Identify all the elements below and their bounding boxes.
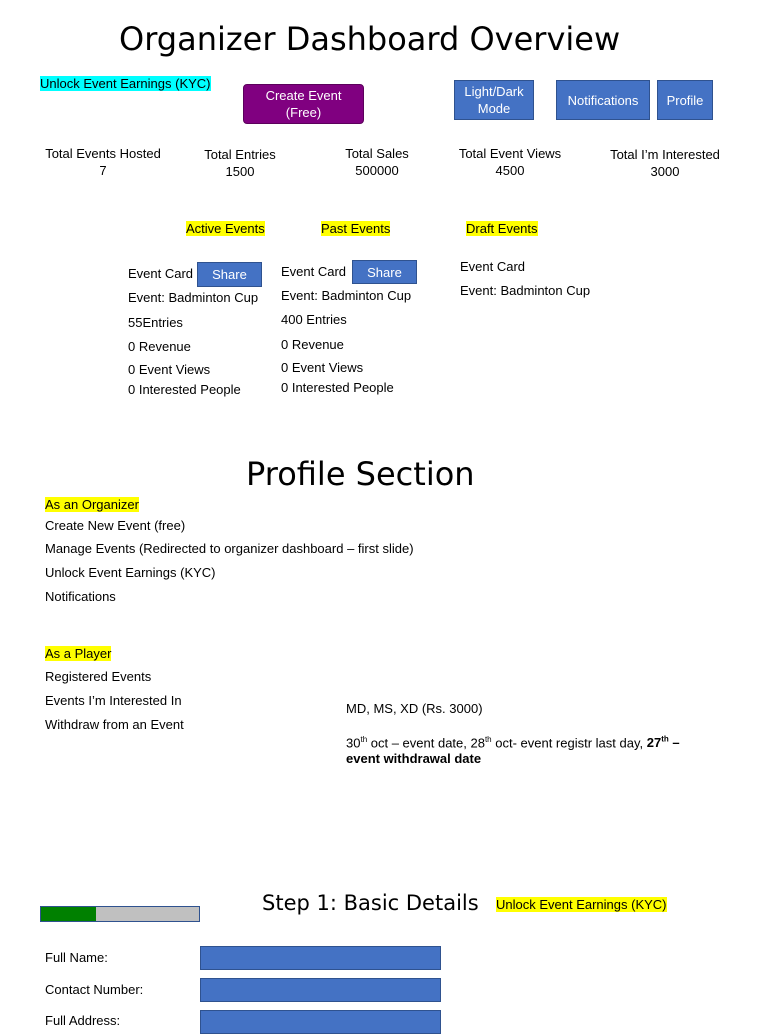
event-interested: 0 Interested People bbox=[281, 380, 394, 395]
note-text: oct – event date, 28 bbox=[367, 735, 485, 751]
note-text: oct- event registr last day, bbox=[491, 735, 647, 751]
stat-value: 1500 bbox=[225, 164, 255, 179]
event-name: Event: Badminton Cup bbox=[128, 290, 259, 305]
menu-item-manage-events[interactable]: Manage Events (Redirected to organizer dashboard – first slide) bbox=[45, 541, 414, 556]
full-address-field[interactable] bbox=[200, 1010, 441, 1034]
event-entries: 55Entries bbox=[128, 315, 183, 330]
stat-total-event-views bbox=[452, 145, 568, 179]
share-button[interactable] bbox=[197, 262, 262, 287]
stat-total-entries bbox=[196, 146, 284, 180]
player-heading: As a Player bbox=[45, 646, 112, 661]
note-sup: th bbox=[484, 735, 492, 744]
step-title: Step 1: Basic Details bbox=[262, 891, 479, 915]
event-revenue: 0 Revenue bbox=[128, 339, 191, 354]
note-text-bold: 27 bbox=[646, 735, 662, 751]
light-dark-sublabel: Mode bbox=[477, 101, 511, 116]
profile-button[interactable] bbox=[657, 80, 713, 120]
draft-event-card bbox=[460, 258, 600, 308]
notifications-label: Notifications bbox=[567, 92, 639, 108]
light-dark-label: Light/Dark bbox=[464, 84, 524, 99]
stat-value: 7 bbox=[99, 163, 107, 178]
menu-item-create-new-event[interactable]: Create New Event (free) bbox=[45, 518, 186, 533]
tab-past-events[interactable]: Past Events bbox=[321, 221, 391, 236]
event-entries: 400 Entries bbox=[281, 312, 347, 327]
note-sup: th bbox=[360, 735, 368, 744]
event-name: Event: Badminton Cup bbox=[460, 283, 591, 298]
kyc-progress-bar bbox=[40, 906, 200, 922]
contact-number-field[interactable] bbox=[200, 978, 441, 1002]
note-dates-line2: event withdrawal date bbox=[346, 751, 482, 766]
full-name-field[interactable] bbox=[200, 946, 441, 970]
field-label-full-address: Full Address: bbox=[45, 1013, 121, 1028]
stat-label: Total Event Views bbox=[458, 146, 562, 161]
kyc-link[interactable]: Unlock Event Earnings (KYC) bbox=[40, 76, 211, 91]
note-text: 30 bbox=[346, 735, 361, 751]
share-button[interactable] bbox=[352, 260, 417, 284]
tab-draft-events[interactable]: Draft Events bbox=[466, 221, 538, 236]
event-revenue: 0 Revenue bbox=[281, 337, 344, 352]
share-label: Share bbox=[367, 264, 402, 280]
share-label: Share bbox=[212, 267, 247, 282]
note-categories: MD, MS, XD (Rs. 3000) bbox=[346, 701, 483, 716]
notifications-button[interactable] bbox=[556, 80, 650, 120]
stat-label: Total Events Hosted bbox=[45, 146, 161, 161]
stat-total-sales bbox=[338, 145, 416, 179]
stat-total-events-hosted bbox=[42, 145, 164, 179]
stat-value: 3000 bbox=[650, 164, 680, 179]
card-label: Event Card bbox=[281, 264, 347, 279]
active-event-card bbox=[128, 260, 273, 400]
event-name: Event: Badminton Cup bbox=[281, 288, 412, 303]
past-event-card bbox=[281, 258, 426, 398]
page-title: Organizer Dashboard Overview bbox=[119, 20, 621, 58]
stat-label: Total I’m Interested bbox=[610, 147, 720, 162]
stat-value: 500000 bbox=[355, 163, 399, 178]
menu-item-interested-events[interactable]: Events I’m Interested In bbox=[45, 693, 182, 708]
menu-item-notifications[interactable]: Notifications bbox=[45, 589, 116, 604]
profile-section-title: Profile Section bbox=[246, 455, 475, 493]
event-views: 0 Event Views bbox=[128, 362, 211, 377]
kyc-step-label: Unlock Event Earnings (KYC) bbox=[496, 897, 667, 912]
tab-active-events[interactable]: Active Events bbox=[186, 221, 265, 236]
note-sup: th bbox=[661, 735, 669, 744]
create-event-sublabel: (Free) bbox=[285, 105, 322, 120]
menu-item-unlock-earnings[interactable]: Unlock Event Earnings (KYC) bbox=[45, 565, 216, 580]
organizer-heading: As an Organizer bbox=[45, 497, 139, 512]
field-label-contact-number: Contact Number: bbox=[45, 982, 144, 997]
event-views: 0 Event Views bbox=[281, 360, 364, 375]
card-label: Event Card bbox=[460, 259, 526, 274]
create-event-label: Create Event bbox=[265, 88, 342, 103]
note-text-bold: – bbox=[668, 735, 680, 751]
event-interested: 0 Interested People bbox=[128, 382, 241, 397]
kyc-progress-fill bbox=[41, 907, 96, 921]
note-dates bbox=[346, 735, 680, 750]
stat-value: 4500 bbox=[495, 163, 525, 178]
field-label-full-name: Full Name: bbox=[45, 950, 108, 965]
create-event-button[interactable] bbox=[243, 84, 364, 124]
menu-item-registered-events[interactable]: Registered Events bbox=[45, 669, 152, 684]
stat-label: Total Sales bbox=[345, 146, 409, 161]
card-label: Event Card bbox=[128, 266, 194, 281]
profile-label: Profile bbox=[666, 92, 704, 108]
stat-label: Total Entries bbox=[204, 147, 276, 162]
light-dark-mode-button[interactable] bbox=[454, 80, 534, 120]
menu-item-withdraw-event[interactable]: Withdraw from an Event bbox=[45, 717, 184, 732]
stat-total-interested bbox=[600, 146, 730, 180]
